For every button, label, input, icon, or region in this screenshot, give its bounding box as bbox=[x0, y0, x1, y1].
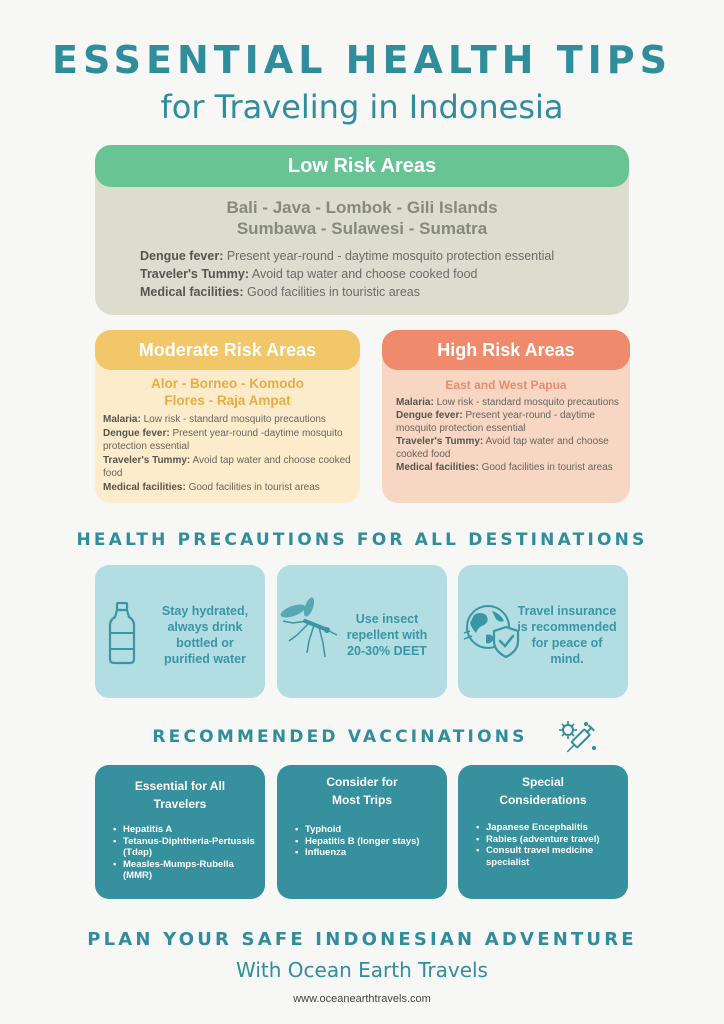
moderate-risk-heading: Moderate Risk Areas bbox=[95, 330, 360, 370]
list-item: • Typhoid bbox=[295, 824, 443, 836]
precautions-title: HEALTH PRECAUTIONS FOR ALL DESTINATIONS bbox=[76, 530, 648, 550]
precaution-card-insurance bbox=[458, 565, 628, 698]
list-item: • Hepatitis A bbox=[113, 824, 261, 836]
moderate-risk-places-line2: Flores - Raja Ampat bbox=[164, 393, 291, 408]
fact-item: Traveler's Tummy: Avoid tap water and choose cooked food bbox=[396, 436, 609, 460]
vaccination-card-consider bbox=[277, 765, 447, 899]
low-risk-heading: Low Risk Areas bbox=[95, 145, 629, 187]
list-item: • Measles-Mumps-Rubella (MMR) bbox=[113, 859, 261, 882]
vaccination-card-heading: Consider for Most Trips bbox=[326, 775, 398, 807]
moderate-risk-places-line1: Alor - Borneo - Komodo bbox=[151, 376, 304, 391]
fact-item: Medical facilities: Good facilities in tourist areas bbox=[396, 462, 613, 473]
high-risk-places: East and West Papua bbox=[445, 378, 567, 392]
moderate-risk-places bbox=[95, 375, 360, 409]
syringe-virus-icon bbox=[556, 718, 600, 760]
vaccination-list bbox=[476, 822, 624, 868]
precaution-text: Use insect repellent with 20-30% DEET bbox=[346, 612, 428, 658]
list-item: • Japanese Encephalitis bbox=[476, 822, 624, 834]
low-risk-places bbox=[95, 197, 629, 239]
vaccination-card-essential bbox=[95, 765, 265, 899]
vaccination-list bbox=[295, 824, 443, 859]
precaution-card-hydration bbox=[95, 565, 265, 698]
list-item: • Influenza bbox=[295, 847, 443, 859]
vaccination-card-special bbox=[458, 765, 628, 899]
vaccinations-title: RECOMMENDED VACCINATIONS bbox=[152, 727, 528, 747]
moderate-risk-facts bbox=[103, 413, 355, 494]
footer-subtitle: With Ocean Earth Travels bbox=[236, 958, 488, 982]
fact-item: Traveler's Tummy: Avoid tap water and choose cooked food bbox=[103, 454, 351, 479]
footer-title: PLAN YOUR SAFE INDONESIAN ADVENTURE bbox=[87, 929, 637, 950]
low-risk-places-line1: Bali - Java - Lombok - Gili Islands bbox=[226, 198, 498, 217]
fact-item: Malaria: Low risk - standard mosquito precautions bbox=[103, 414, 326, 425]
page-subtitle: for Traveling in Indonesia bbox=[160, 88, 564, 126]
fact-item: Malaria: Low risk - standard mosquito precautions bbox=[396, 397, 619, 408]
list-item: • Hepatitis B (longer stays) bbox=[295, 836, 443, 848]
water-bottle-icon bbox=[107, 601, 137, 665]
precaution-text: Travel insurance is recommended for peace of mind. bbox=[517, 604, 617, 666]
fact-item: Dengue fever: Present year-round - daytime mosquito protection essential bbox=[396, 410, 595, 434]
vaccination-list bbox=[113, 824, 261, 882]
low-risk-facts bbox=[140, 247, 554, 301]
list-item: • Consult travel medicine specialist bbox=[476, 845, 624, 868]
mosquito-icon bbox=[279, 595, 339, 661]
page-title: ESSENTIAL HEALTH TIPS bbox=[52, 38, 672, 82]
list-item: • Rabies (adventure travel) bbox=[476, 834, 624, 846]
high-risk-heading: High Risk Areas bbox=[382, 330, 630, 370]
fact-item: Traveler's Tummy: Avoid tap water and choose cooked food bbox=[140, 267, 478, 281]
fact-item: Medical facilities: Good facilities in tourist areas bbox=[103, 481, 320, 493]
fact-item: Dengue fever: Present year-round - daytime mosquito protection essential bbox=[140, 249, 555, 263]
precaution-card-repellent bbox=[277, 565, 447, 698]
website-link[interactable]: www.oceanearthtravels.com bbox=[293, 993, 431, 1005]
vaccination-card-heading: Special Considerations bbox=[499, 775, 587, 807]
high-risk-facts bbox=[396, 396, 624, 474]
vaccination-card-heading: Essential for All Travelers bbox=[134, 779, 226, 811]
fact-item: Dengue fever: Present year-round -daytime mosquito protection essential bbox=[103, 427, 343, 452]
fact-item: Medical facilities: Good facilities in touristic areas bbox=[140, 285, 420, 299]
low-risk-places-line2: Sumbawa - Sulawesi - Sumatra bbox=[236, 219, 488, 238]
precaution-text: Stay hydrated, always drink bottled or purified water bbox=[161, 604, 249, 666]
list-item: • Tetanus-Diphtheria-Pertussis (Tdap) bbox=[113, 836, 261, 859]
